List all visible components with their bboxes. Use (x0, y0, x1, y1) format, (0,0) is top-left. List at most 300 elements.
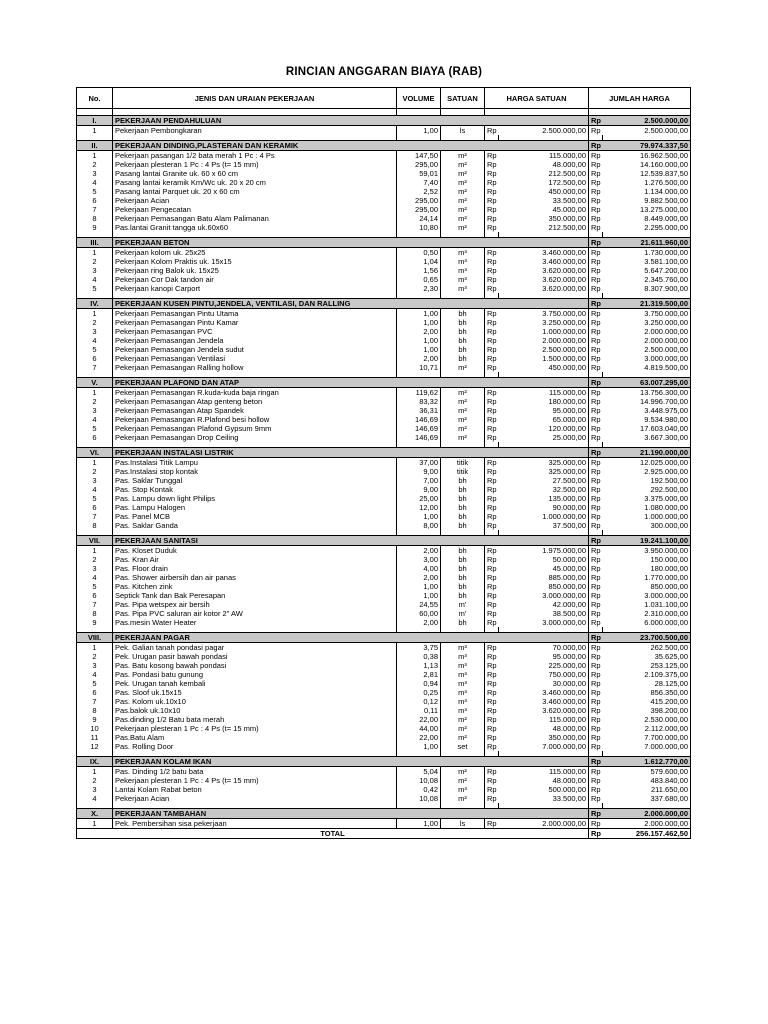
item-description: Pas. Saklar Tunggal (113, 476, 397, 485)
item-total-currency: Rp (589, 485, 603, 494)
item-total-currency: Rp (589, 178, 603, 187)
item-unit: m² (441, 363, 485, 372)
item-row (77, 223, 691, 232)
item-unit: m³ (441, 266, 485, 275)
item-price-currency: Rp (485, 327, 499, 336)
item-unit-price: 3.620.000,00 (499, 266, 589, 275)
item-unit-price: 33.500,00 (499, 794, 589, 803)
item-total-currency: Rp (589, 205, 603, 214)
item-row (77, 336, 691, 345)
item-number: 7 (77, 512, 113, 521)
item-row (77, 406, 691, 415)
item-total: 1.730.000,00 (603, 248, 691, 258)
item-price-currency: Rp (485, 406, 499, 415)
item-unit: bh (441, 309, 485, 319)
item-total: 3.667.300,00 (603, 433, 691, 442)
item-unit-price: 95.000,00 (499, 406, 589, 415)
item-total-currency: Rp (589, 724, 603, 733)
item-unit: m² (441, 406, 485, 415)
item-volume: 59,01 (397, 169, 441, 178)
item-unit-price: 33.500,00 (499, 196, 589, 205)
section-number: VII. (77, 536, 113, 546)
item-unit-price: 2.000.000,00 (499, 819, 589, 829)
item-number: 1 (77, 388, 113, 398)
item-row (77, 318, 691, 327)
item-total: 6.000.000,00 (603, 618, 691, 627)
item-unit-price: 27.500,00 (499, 476, 589, 485)
item-unit: m² (441, 724, 485, 733)
item-volume: 24,14 (397, 214, 441, 223)
item-total: 3.448.975,00 (603, 406, 691, 415)
item-price-currency: Rp (485, 187, 499, 196)
item-total: 262.500,00 (603, 643, 691, 653)
item-volume: 1,00 (397, 126, 441, 136)
item-unit-price: 500.000,00 (499, 785, 589, 794)
item-volume: 5,04 (397, 767, 441, 777)
item-volume: 2,00 (397, 618, 441, 627)
item-number: 3 (77, 661, 113, 670)
item-unit-price: 450.000,00 (499, 187, 589, 196)
item-volume: 36,31 (397, 406, 441, 415)
item-unit-price: 115.000,00 (499, 715, 589, 724)
item-unit: m³ (441, 643, 485, 653)
item-row (77, 214, 691, 223)
item-unit-price: 225.000,00 (499, 661, 589, 670)
section-title: PEKERJAAN INSTALASI LISTRIK (113, 448, 589, 458)
header-description: JENIS DAN URAIAN PEKERJAAN (113, 88, 397, 109)
item-description: Pas. Floor drain (113, 564, 397, 573)
item-number: 6 (77, 354, 113, 363)
header-jumlah-harga: JUMLAH HARGA (589, 88, 691, 109)
item-volume: 44,00 (397, 724, 441, 733)
item-unit-price: 135.000,00 (499, 494, 589, 503)
item-total: 337.680,00 (603, 794, 691, 803)
item-unit-price: 7.000.000,00 (499, 742, 589, 751)
item-unit: bh (441, 591, 485, 600)
item-description: Pekerjaan Pemasangan Pintu Kamar (113, 318, 397, 327)
item-total-currency: Rp (589, 151, 603, 161)
item-total-currency: Rp (589, 458, 603, 468)
item-volume: 2,81 (397, 670, 441, 679)
item-price-currency: Rp (485, 688, 499, 697)
item-unit-price: 3.750.000,00 (499, 309, 589, 319)
item-price-currency: Rp (485, 512, 499, 521)
item-total: 2.295.000,00 (603, 223, 691, 232)
item-total: 3.581.100,00 (603, 257, 691, 266)
section-header-row (77, 141, 691, 151)
item-total-currency: Rp (589, 688, 603, 697)
item-description: Pekerjaan Pemasangan Batu Alam Palimanan (113, 214, 397, 223)
item-row (77, 555, 691, 564)
item-number: 2 (77, 257, 113, 266)
item-unit: bh (441, 354, 485, 363)
item-row (77, 397, 691, 406)
item-number: 9 (77, 223, 113, 232)
item-total-currency: Rp (589, 785, 603, 794)
section-header-row (77, 299, 691, 309)
grand-total-row (77, 829, 691, 839)
item-row (77, 573, 691, 582)
item-volume: 1,00 (397, 336, 441, 345)
item-total: 12.025.000,00 (603, 458, 691, 468)
item-unit-price: 1.500.000,00 (499, 354, 589, 363)
item-number: 1 (77, 151, 113, 161)
item-number: 3 (77, 327, 113, 336)
section-total: 21.611.960,00 (603, 238, 691, 248)
item-description: Pekerjaan Pemasangan Ralling hollow (113, 363, 397, 372)
item-price-currency: Rp (485, 169, 499, 178)
item-unit: bh (441, 564, 485, 573)
item-unit: m² (441, 169, 485, 178)
item-volume: 1,00 (397, 591, 441, 600)
item-total-currency: Rp (589, 600, 603, 609)
item-total-currency: Rp (589, 345, 603, 354)
item-total-currency: Rp (589, 433, 603, 442)
item-description: Pas. Stop Kontak (113, 485, 397, 494)
item-unit: titik (441, 467, 485, 476)
item-total-currency: Rp (589, 494, 603, 503)
header-satuan: SATUAN (441, 88, 485, 109)
item-total-currency: Rp (589, 819, 603, 829)
item-volume: 0,38 (397, 652, 441, 661)
item-row (77, 794, 691, 803)
grand-total-value: 256.157.462,50 (603, 829, 691, 839)
item-total: 13.275.000,00 (603, 205, 691, 214)
item-price-currency: Rp (485, 275, 499, 284)
item-unit-price: 350.000,00 (499, 733, 589, 742)
item-price-currency: Rp (485, 767, 499, 777)
item-description: Pas. Shower airbersih dan air panas (113, 573, 397, 582)
item-total: 3.375.000,00 (603, 494, 691, 503)
item-total-currency: Rp (589, 564, 603, 573)
item-price-currency: Rp (485, 415, 499, 424)
item-unit-price: 50.000,00 (499, 555, 589, 564)
item-row (77, 724, 691, 733)
item-description: Pekerjaan Pemasangan Atap Spandek (113, 406, 397, 415)
item-row (77, 776, 691, 785)
item-volume: 0,12 (397, 697, 441, 706)
item-total: 3.000.000,00 (603, 591, 691, 600)
item-total: 8.307.900,00 (603, 284, 691, 293)
item-price-currency: Rp (485, 794, 499, 803)
item-total-currency: Rp (589, 618, 603, 627)
item-total-currency: Rp (589, 354, 603, 363)
item-unit-price: 65.000,00 (499, 415, 589, 424)
item-row (77, 742, 691, 751)
section-title: PEKERJAAN PENDAHULUAN (113, 116, 589, 126)
item-total-currency: Rp (589, 257, 603, 266)
item-row (77, 160, 691, 169)
item-unit-price: 32.500,00 (499, 485, 589, 494)
item-row (77, 512, 691, 521)
item-volume: 0,11 (397, 706, 441, 715)
item-unit: set (441, 742, 485, 751)
item-row (77, 591, 691, 600)
item-number: 3 (77, 266, 113, 275)
section-currency: Rp (589, 299, 603, 309)
header-no: No. (77, 88, 113, 109)
item-price-currency: Rp (485, 697, 499, 706)
item-total: 14.996.700,00 (603, 397, 691, 406)
item-price-currency: Rp (485, 205, 499, 214)
item-number: 6 (77, 503, 113, 512)
item-number: 7 (77, 205, 113, 214)
item-description: Pas.balok uk.10x10 (113, 706, 397, 715)
item-total: 1.134.000,00 (603, 187, 691, 196)
item-price-currency: Rp (485, 591, 499, 600)
item-row (77, 196, 691, 205)
item-total: 300.000,00 (603, 521, 691, 530)
item-description: Pekerjaan ring Balok uk. 15x25 (113, 266, 397, 275)
item-description: Pas. Lampu Halogen (113, 503, 397, 512)
item-unit-price: 3.460.000,00 (499, 257, 589, 266)
item-total: 4.819.500,00 (603, 363, 691, 372)
section-header-row (77, 633, 691, 643)
item-number: 2 (77, 160, 113, 169)
section-number: IX. (77, 757, 113, 767)
item-price-currency: Rp (485, 284, 499, 293)
section-currency: Rp (589, 378, 603, 388)
section-number: IV. (77, 299, 113, 309)
item-number: 3 (77, 406, 113, 415)
section-header-row (77, 378, 691, 388)
item-description: Pekerjaan Pemasangan Pintu Utama (113, 309, 397, 319)
item-description: Pekerjaan Pemasangan Drop Ceiling (113, 433, 397, 442)
item-number: 2 (77, 776, 113, 785)
item-number: 12 (77, 742, 113, 751)
item-number: 6 (77, 433, 113, 442)
item-row (77, 706, 691, 715)
grand-total-label: TOTAL (77, 829, 589, 839)
item-price-currency: Rp (485, 397, 499, 406)
item-description: Pekerjaan kanopi Carport (113, 284, 397, 293)
item-number: 9 (77, 618, 113, 627)
item-unit-price: 70.000,00 (499, 643, 589, 653)
item-description: Pas.Instalasi stop kontak (113, 467, 397, 476)
item-number: 5 (77, 284, 113, 293)
item-unit-price: 25.000,00 (499, 433, 589, 442)
section-currency: Rp (589, 633, 603, 643)
item-total: 3.950.000,00 (603, 546, 691, 556)
section-total: 1.612.770,00 (603, 757, 691, 767)
item-row (77, 652, 691, 661)
item-price-currency: Rp (485, 742, 499, 751)
section-title: PEKERJAAN KUSEN PINTU,JENDELA, VENTILASI, DAN RALLING (113, 299, 589, 309)
item-unit: bh (441, 521, 485, 530)
item-total-currency: Rp (589, 309, 603, 319)
item-total: 579.600,00 (603, 767, 691, 777)
item-total: 856.350,00 (603, 688, 691, 697)
section-currency: Rp (589, 536, 603, 546)
section-currency: Rp (589, 238, 603, 248)
item-total-currency: Rp (589, 679, 603, 688)
item-row (77, 494, 691, 503)
item-total: 3.750.000,00 (603, 309, 691, 319)
item-total-currency: Rp (589, 467, 603, 476)
item-number: 4 (77, 275, 113, 284)
item-price-currency: Rp (485, 715, 499, 724)
item-unit: m³ (441, 661, 485, 670)
item-unit-price: 48.000,00 (499, 776, 589, 785)
item-unit-price: 3.460.000,00 (499, 248, 589, 258)
item-unit-price: 3.460.000,00 (499, 688, 589, 697)
item-description: Pekerjaan pasangan 1/2 bata merah 1 Pc : 4 Ps (113, 151, 397, 161)
item-total-currency: Rp (589, 126, 603, 136)
item-number: 4 (77, 415, 113, 424)
item-unit-price: 3.620.000,00 (499, 706, 589, 715)
item-volume: 2,00 (397, 354, 441, 363)
item-description: Pas.lantai Granit tangga uk.60x60 (113, 223, 397, 232)
item-row (77, 433, 691, 442)
item-number: 6 (77, 591, 113, 600)
item-unit: ls (441, 126, 485, 136)
item-row (77, 266, 691, 275)
item-unit: bh (441, 618, 485, 627)
item-total-currency: Rp (589, 706, 603, 715)
item-unit-price: 38.500,00 (499, 609, 589, 618)
item-total: 2.500.000,00 (603, 345, 691, 354)
item-description: Pas. Dinding 1/2 batu bata (113, 767, 397, 777)
section-number: VI. (77, 448, 113, 458)
item-price-currency: Rp (485, 733, 499, 742)
section-total: 19.241.100,00 (603, 536, 691, 546)
item-total-currency: Rp (589, 388, 603, 398)
item-unit: m³ (441, 697, 485, 706)
item-row (77, 257, 691, 266)
item-volume: 295,00 (397, 205, 441, 214)
item-total-currency: Rp (589, 406, 603, 415)
item-volume: 8,00 (397, 521, 441, 530)
item-unit-price: 450.000,00 (499, 363, 589, 372)
item-row (77, 327, 691, 336)
item-total-currency: Rp (589, 284, 603, 293)
section-title: PEKERJAAN BETON (113, 238, 589, 248)
item-total: 292.500,00 (603, 485, 691, 494)
item-row (77, 284, 691, 293)
item-total: 3.000.000,00 (603, 354, 691, 363)
item-unit-price: 1.000.000,00 (499, 512, 589, 521)
item-total: 2.925.000,00 (603, 467, 691, 476)
item-volume: 1,00 (397, 345, 441, 354)
section-header-row (77, 757, 691, 767)
item-number: 9 (77, 715, 113, 724)
item-unit-price: 850.000,00 (499, 582, 589, 591)
item-description: Pekerjaan Kolom Praktis uk. 15x15 (113, 257, 397, 266)
item-description: Pekerjaan plesteran 1 Pc : 4 Ps (t= 15 mm) (113, 160, 397, 169)
item-unit: m² (441, 767, 485, 777)
item-number: 2 (77, 318, 113, 327)
item-description: Pekerjaan Pemasangan Atap genteng beton (113, 397, 397, 406)
item-price-currency: Rp (485, 494, 499, 503)
item-unit-price: 212.500,00 (499, 223, 589, 232)
section-number: I. (77, 116, 113, 126)
item-row (77, 521, 691, 530)
item-total: 7.700.000,00 (603, 733, 691, 742)
item-unit: m² (441, 196, 485, 205)
item-unit-price: 120.000,00 (499, 424, 589, 433)
section-number: III. (77, 238, 113, 248)
item-number: 5 (77, 494, 113, 503)
item-number: 4 (77, 336, 113, 345)
item-unit-price: 48.000,00 (499, 724, 589, 733)
item-number: 8 (77, 214, 113, 223)
item-volume: 146,69 (397, 424, 441, 433)
item-total-currency: Rp (589, 397, 603, 406)
item-total-currency: Rp (589, 794, 603, 803)
item-total: 2.000.000,00 (603, 336, 691, 345)
item-description: Pas. Saklar Ganda (113, 521, 397, 530)
item-total-currency: Rp (589, 476, 603, 485)
item-number: 7 (77, 600, 113, 609)
item-total-currency: Rp (589, 160, 603, 169)
item-description: Pas.dinding 1/2 Batu bata merah (113, 715, 397, 724)
item-description: Pas. Sloof uk.15x15 (113, 688, 397, 697)
item-number: 2 (77, 652, 113, 661)
item-total: 483.840,00 (603, 776, 691, 785)
item-price-currency: Rp (485, 618, 499, 627)
item-volume: 1,00 (397, 582, 441, 591)
item-price-currency: Rp (485, 521, 499, 530)
item-unit: bh (441, 573, 485, 582)
item-total: 1.770.000,00 (603, 573, 691, 582)
item-description: Pek. Pembersihan sisa pekerjaan (113, 819, 397, 829)
item-volume: 10,08 (397, 794, 441, 803)
item-volume: 10,80 (397, 223, 441, 232)
item-volume: 1,56 (397, 266, 441, 275)
rab-table (76, 87, 691, 839)
item-unit-price: 115.000,00 (499, 767, 589, 777)
item-number: 4 (77, 178, 113, 187)
item-description: Pekerjaan plesteran 1 Pc : 4 Ps (t= 15 mm) (113, 724, 397, 733)
item-price-currency: Rp (485, 724, 499, 733)
item-number: 1 (77, 643, 113, 653)
item-unit: bh (441, 582, 485, 591)
blank-row (77, 109, 691, 116)
item-total: 35.625,00 (603, 652, 691, 661)
item-price-currency: Rp (485, 476, 499, 485)
item-row (77, 354, 691, 363)
item-row (77, 169, 691, 178)
item-unit-price: 115.000,00 (499, 151, 589, 161)
item-row (77, 467, 691, 476)
item-total-currency: Rp (589, 327, 603, 336)
item-price-currency: Rp (485, 652, 499, 661)
item-total: 12.539.837,50 (603, 169, 691, 178)
item-unit: m² (441, 187, 485, 196)
item-total: 17.603.040,00 (603, 424, 691, 433)
item-total-currency: Rp (589, 715, 603, 724)
item-unit-price: 350.000,00 (499, 214, 589, 223)
item-row (77, 688, 691, 697)
item-price-currency: Rp (485, 785, 499, 794)
item-row (77, 819, 691, 829)
item-row (77, 643, 691, 653)
item-volume: 7,40 (397, 178, 441, 187)
item-total: 1.276.500,00 (603, 178, 691, 187)
item-number: 3 (77, 564, 113, 573)
item-row (77, 697, 691, 706)
item-volume: 10,08 (397, 776, 441, 785)
section-total: 21.319.500,00 (603, 299, 691, 309)
item-row (77, 424, 691, 433)
section-currency: Rp (589, 809, 603, 819)
item-total-currency: Rp (589, 670, 603, 679)
item-description: Pekerjaan Pemasangan R.kuda-kuda baja ringan (113, 388, 397, 398)
grand-total-currency: Rp (589, 829, 603, 839)
item-price-currency: Rp (485, 819, 499, 829)
item-total-currency: Rp (589, 424, 603, 433)
section-currency: Rp (589, 141, 603, 151)
